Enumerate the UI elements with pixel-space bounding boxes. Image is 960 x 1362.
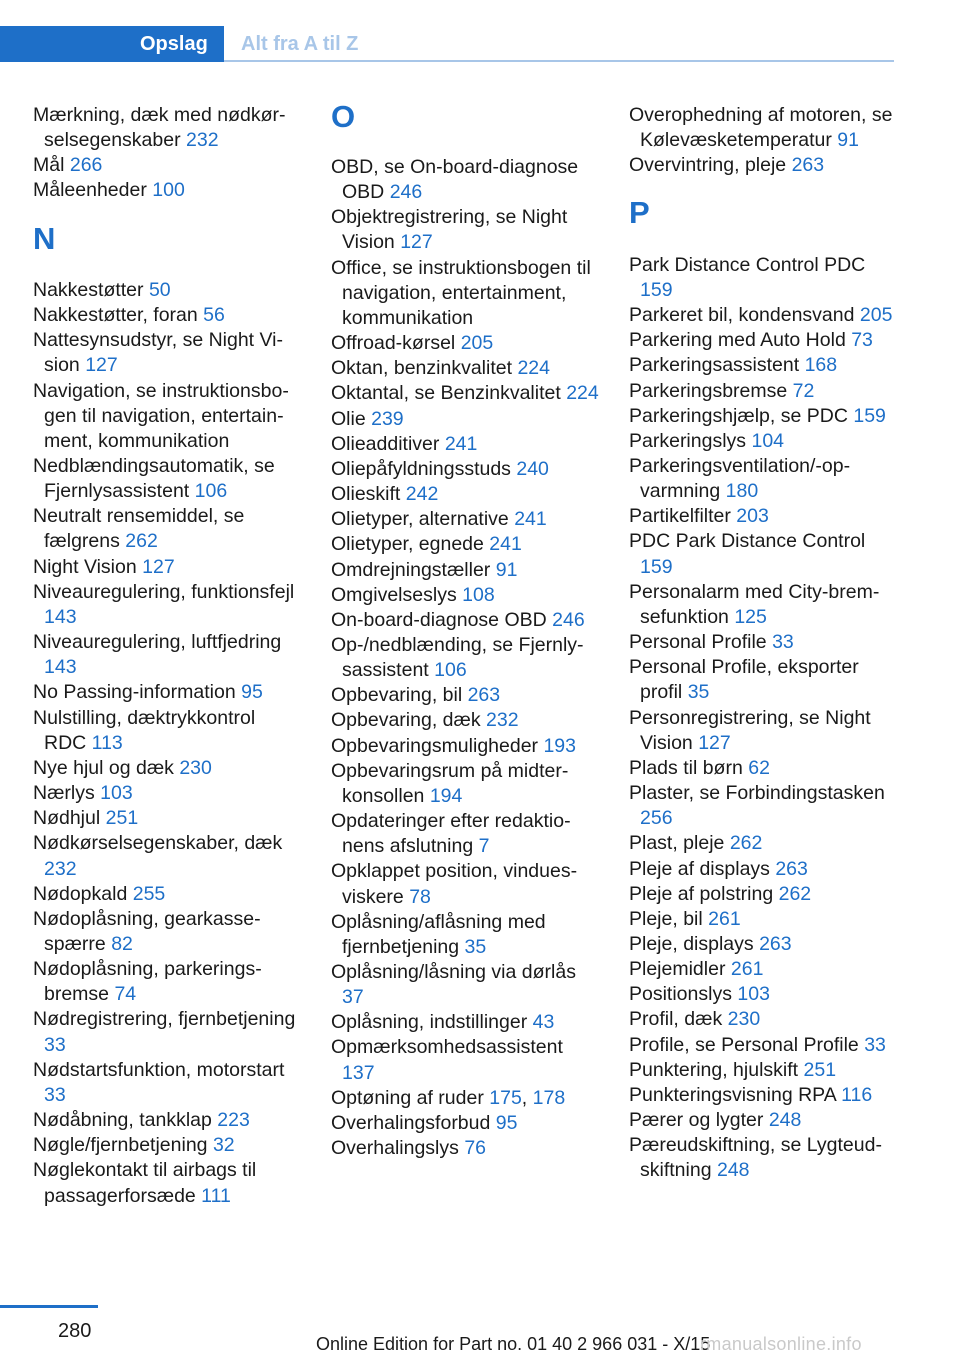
entry-term: Pleje, displays <box>629 932 760 955</box>
index-entry <box>33 1007 301 1057</box>
entry-term: Nødstartsfunktion, motorstart <box>33 1058 285 1081</box>
index-entry <box>629 982 897 1007</box>
page-reference-link[interactable]: 106 <box>434 659 467 682</box>
index-entry <box>331 734 599 759</box>
index-entry <box>629 580 897 630</box>
page-reference-link[interactable]: 111 <box>201 1184 231 1207</box>
index-entry <box>629 328 897 353</box>
page-reference-link[interactable]: 194 <box>429 784 463 807</box>
page-reference-link[interactable]: 180 <box>725 480 759 503</box>
index-entry <box>33 454 301 504</box>
page-reference-link[interactable]: 246 <box>552 608 585 631</box>
page-reference-link[interactable]: 263 <box>759 932 792 955</box>
entry-term: Plads til børn <box>629 756 749 779</box>
entry-term: Opbevaring, dæk <box>331 709 487 732</box>
entry-term: Parkeret bil, kondensvand <box>629 304 860 327</box>
entry-term: PDC Park Distance Control <box>629 530 866 553</box>
index-entry <box>331 407 599 432</box>
page-reference-link[interactable]: 62 <box>748 756 770 779</box>
index-entry <box>33 504 301 554</box>
entry-term: Niveauregulering, luftfjedring <box>33 631 282 654</box>
page-reference-link[interactable]: 262 <box>125 530 158 553</box>
page-reference-link[interactable]: 35 <box>687 681 710 704</box>
page-reference-link[interactable]: 82 <box>111 932 133 955</box>
entry-term: Nødåbning, tankklap <box>33 1109 218 1132</box>
entry-term: Park Distance Control PDC <box>629 253 866 276</box>
entry-term: Punktering, hjulskift <box>629 1058 804 1081</box>
page-reference-link[interactable]: 33 <box>864 1033 886 1056</box>
index-entry <box>629 1108 897 1133</box>
index-entry <box>331 507 599 532</box>
index-entry <box>33 379 301 454</box>
page-reference-link[interactable]: 224 <box>517 357 550 380</box>
index-entry <box>629 529 897 579</box>
index-entry <box>629 103 897 153</box>
entry-term: Nærlys <box>33 782 101 805</box>
page-reference-link[interactable]: 108 <box>462 583 495 606</box>
entry-term: Overvintring, pleje <box>629 154 792 177</box>
footer-rule <box>0 1305 98 1308</box>
index-entry <box>629 655 897 705</box>
entry-term: Nedblændingsautomatik, se Fjernlysassistent <box>33 455 275 503</box>
entry-term: Mål <box>33 154 70 177</box>
entry-term: Overophedning af motoren, se Kølevæsketemperatur <box>629 104 893 152</box>
index-entry <box>629 504 897 529</box>
page-reference-link[interactable]: 95 <box>241 681 263 704</box>
index-entry <box>629 1083 897 1108</box>
page-reference-link[interactable]: 241 <box>489 533 522 556</box>
entry-term: Omgivelseslys <box>331 583 463 606</box>
entry-term: No Passing-information <box>33 681 242 704</box>
index-entry <box>629 630 897 655</box>
index-entry <box>33 103 301 153</box>
section-letter: N <box>33 220 56 256</box>
index-entry <box>331 759 599 809</box>
index-entry: Optøning af ruder 175, 178 <box>331 1086 566 1109</box>
index-entry <box>629 253 897 303</box>
entry-term: Pleje, bil <box>629 907 709 930</box>
page-reference-link[interactable]: 261 <box>730 958 764 981</box>
entry-term: Night Vision <box>33 555 143 578</box>
entry-term: Olietyper, alternative <box>331 508 515 531</box>
page-reference-link[interactable]: 106 <box>194 480 228 503</box>
index-column-2 <box>331 99 599 1161</box>
index-entry <box>33 1133 301 1158</box>
entry-term: Nakkestøtter <box>33 278 149 301</box>
index-entry <box>33 580 301 630</box>
page-reference-link[interactable]: 193 <box>543 734 576 757</box>
page-reference-link[interactable]: 56 <box>203 304 225 327</box>
index-entry <box>33 706 301 756</box>
index-entry <box>331 1010 599 1035</box>
page-reference-link[interactable]: 263 <box>467 684 501 707</box>
page-reference-link[interactable]: 104 <box>751 429 785 452</box>
index-entry <box>331 960 599 1010</box>
tab-alt-fra-a-til-z[interactable]: Alt fra A til Z <box>241 33 359 55</box>
page-reference-link[interactable]: 33 <box>44 1033 66 1056</box>
index-entry <box>33 1058 301 1108</box>
index-entry <box>33 278 301 303</box>
index-entry <box>629 153 897 178</box>
entry-term: Nødoplåsning, gearkassespærre <box>33 907 261 955</box>
index-entry <box>331 381 599 406</box>
page-reference-link[interactable]: 91 <box>837 129 859 152</box>
page-reference-link[interactable]: 223 <box>217 1109 250 1132</box>
entry-term: Opmærksomhedsassistent <box>331 1036 563 1059</box>
entry-term: OBD, se On-board-diagnose OBD <box>331 156 579 204</box>
index-entry <box>331 331 599 356</box>
watermark: rmanualsonline.info <box>700 1334 862 1354</box>
index-entry <box>629 907 897 932</box>
index-entry <box>33 630 301 680</box>
index-entry <box>629 781 897 831</box>
entry-term: Pærer og lygter <box>629 1109 769 1132</box>
entry-term: Office, se instruktionsbogen til navigation, entertainment, kommunikation <box>331 256 591 329</box>
page-reference-link[interactable]: 205 <box>859 304 893 327</box>
page-reference-link[interactable]: 37 <box>342 986 364 1009</box>
page-reference-link[interactable]: 230 <box>727 1008 761 1031</box>
page-reference-link[interactable]: 32 <box>212 1134 235 1157</box>
entry-term: Niveauregulering, funktionsfejl <box>33 580 295 603</box>
entry-term: Parkering med Auto Hold <box>629 329 852 352</box>
page-reference-link[interactable]: 266 <box>69 154 103 177</box>
page-reference-link[interactable]: 263 <box>791 154 825 177</box>
entry-term: Partikelfilter <box>629 505 737 528</box>
entry-term: Nøglekontakt til airbags til passagerforsæde <box>33 1159 257 1207</box>
entry-term: Nøgle/fjernbetjening <box>33 1134 213 1157</box>
entry-term: Oktantal, se Benzinkvalitet <box>331 382 567 405</box>
entry-term: Pæreudskiftning, se Lygteudskiftning <box>629 1134 882 1182</box>
index-entry <box>331 910 599 960</box>
entry-term: Positionslys <box>629 983 738 1006</box>
page-reference-link[interactable]: 127 <box>142 555 175 578</box>
page-reference-link[interactable]: 255 <box>132 882 166 905</box>
entry-term: Olie <box>331 407 372 430</box>
entry-term: Overhalingslys <box>331 1137 465 1160</box>
index-entry <box>331 1035 599 1085</box>
index-entry <box>33 303 301 328</box>
index-entry <box>629 756 897 781</box>
entry-term: Neutralt rensemiddel, se fælgrens <box>33 505 245 553</box>
entry-term: Oplåsning, indstillinger <box>331 1011 533 1034</box>
index-entry <box>33 153 301 178</box>
page-reference-link[interactable]: 205 <box>460 332 494 355</box>
index-entry <box>33 756 301 781</box>
page-reference-link[interactable]: 232 <box>186 129 219 152</box>
index-entry <box>331 683 599 708</box>
entry-term: Parkeringsassistent <box>629 354 805 377</box>
page-reference-link[interactable]: 159 <box>640 278 673 301</box>
page-reference-link[interactable]: 262 <box>729 832 763 855</box>
entry-term: Parkeringslys <box>629 429 752 452</box>
entry-term: Omdrejningstæller <box>331 558 496 581</box>
page-reference-link[interactable]: 78 <box>409 885 431 908</box>
entry-term: Op-/nedblænding, se Fjernlysassistent <box>331 633 584 682</box>
page-reference-link[interactable]: 103 <box>737 983 770 1006</box>
entry-term: Opbevaring, bil <box>331 684 468 707</box>
entry-term: Personal Profile, eksporter profil <box>629 656 859 704</box>
edition-note: Online Edition for Part no. 01 40 2 966 031 - X/15 <box>316 1334 711 1354</box>
page-reference-link[interactable]: 7 <box>478 835 490 858</box>
page-reference-link[interactable]: 232 <box>486 709 519 732</box>
entry-term: Opdateringer efter redaktionens afslutning <box>331 810 571 858</box>
header-bar <box>0 0 960 62</box>
index-entry <box>331 583 599 608</box>
entry-term: Offroad-kørsel <box>331 332 461 355</box>
page-reference-link[interactable]: 43 <box>532 1011 555 1034</box>
entry-term: Parkeringsbremse <box>629 379 793 402</box>
entry-term: Overhalingsforbud <box>331 1111 496 1134</box>
page-reference-link[interactable]: 246 <box>389 181 423 204</box>
page-reference-link[interactable]: 241 <box>444 432 478 455</box>
entry-term: Nødhjul <box>33 807 106 830</box>
page-reference-link[interactable]: 91 <box>495 558 518 581</box>
entry-term: Personalarm med City-bremsefunktion <box>629 580 880 628</box>
page-reference-link[interactable]: 143 <box>44 656 77 679</box>
entry-term: Profile, se Personal Profile <box>629 1033 865 1056</box>
section-letter: P <box>629 195 650 231</box>
entry-term: Profil, dæk <box>629 1008 728 1031</box>
page-reference-link[interactable]: 74 <box>114 983 137 1006</box>
index-entry <box>33 555 301 580</box>
entry-term: Pleje af polstring <box>629 882 779 905</box>
index-entry <box>33 907 301 957</box>
index-entry <box>629 379 897 404</box>
index-entry <box>33 178 301 203</box>
page-reference-link[interactable]: 127 <box>400 231 433 254</box>
index-entry <box>331 205 599 255</box>
entry-term: Optøning af ruder <box>331 1086 490 1109</box>
index-entry <box>331 633 599 683</box>
index-entry <box>33 781 301 806</box>
entry-term: On-board-diagnose OBD <box>331 608 553 631</box>
page-reference-link[interactable]: 76 <box>464 1137 487 1160</box>
index-entry <box>33 328 301 378</box>
index-entry <box>629 404 897 429</box>
entry-term: Plaster, se Forbindingstasken <box>629 782 885 805</box>
page-reference-link[interactable]: 35 <box>464 935 487 958</box>
header-divider <box>224 60 894 62</box>
entry-term: Nødkørselsegenskaber, dæk <box>33 832 283 855</box>
page-reference-link[interactable]: 127 <box>698 731 731 754</box>
index-entry <box>629 882 897 907</box>
page-reference-link[interactable]: 241 <box>514 508 547 531</box>
page-reference-link[interactable]: 100 <box>152 179 185 202</box>
entry-term: Nakkestøtter, foran <box>33 304 204 327</box>
entry-term: Plast, pleje <box>629 832 730 855</box>
page-reference-link[interactable]: 33 <box>44 1083 66 1106</box>
page-reference-link[interactable]: 175 <box>489 1086 522 1109</box>
entry-term: Oliepåfyldningsstuds <box>331 457 517 480</box>
page-reference-link[interactable]: 248 <box>716 1159 750 1182</box>
page-reference-link[interactable]: 232 <box>44 857 77 880</box>
index-entry <box>331 608 599 633</box>
entry-term: Navigation, se instruktionsbogen til navigation, entertainment, kommunikation <box>33 379 289 452</box>
index-entry <box>629 429 897 454</box>
index-entry <box>33 1108 301 1133</box>
page-reference-link[interactable]: 240 <box>516 457 549 480</box>
page-reference-link[interactable]: 263 <box>775 857 808 880</box>
index-entry <box>629 957 897 982</box>
index-entry <box>331 482 599 507</box>
page-reference-link[interactable]: 262 <box>778 882 812 905</box>
page-reference-link[interactable]: 230 <box>179 756 212 779</box>
index-entry <box>331 809 599 859</box>
entry-term: Opklappet position, vinduesviskere <box>331 860 578 908</box>
index-entry <box>33 806 301 831</box>
page-reference-link[interactable]: 168 <box>804 354 838 377</box>
index-entry <box>331 256 599 331</box>
entry-term: Personregistrering, se Night Vision <box>629 706 871 754</box>
entry-term: Oplåsning/låsning via dørlås <box>331 961 576 983</box>
index-entry <box>331 558 599 583</box>
page-reference-link[interactable]: 103 <box>100 782 133 805</box>
index-entry <box>33 957 301 1007</box>
entry-term: Pleje af displays <box>629 857 776 880</box>
entry-term: Olieadditiver <box>331 432 445 455</box>
page-reference-link[interactable]: 242 <box>405 483 439 506</box>
page-reference-link[interactable]: 33 <box>772 631 794 654</box>
index-entry <box>629 1033 897 1058</box>
index-entry <box>629 353 897 378</box>
page-reference-link[interactable]: 159 <box>640 555 673 578</box>
index-entry <box>331 532 599 557</box>
entry-term: Parkeringshjælp, se PDC <box>629 404 854 427</box>
index-entry <box>331 155 599 205</box>
entry-term: Personal Profile <box>629 631 773 654</box>
section-letter: O <box>331 99 356 134</box>
index-entry <box>33 831 301 881</box>
entry-term: Punkteringsvisning RPA <box>629 1083 842 1106</box>
index-entry <box>331 432 599 457</box>
index-entry <box>331 356 599 381</box>
entry-term: Olietyper, egnede <box>331 533 490 556</box>
entry-term: Opbevaringsrum på midterkonsollen <box>331 759 569 807</box>
entry-term: Opbevaringsmuligheder <box>331 734 544 757</box>
entry-term: Nødopkald <box>33 882 133 905</box>
entry-term: Parkeringsventilation/-opvarmning <box>629 455 851 503</box>
index-entry <box>629 1133 897 1183</box>
index-entry <box>33 680 301 705</box>
index-entry <box>629 303 897 328</box>
index-entry <box>629 454 897 504</box>
page-reference-link[interactable]: 203 <box>736 505 769 528</box>
entry-term: Mærkning, dæk med nødkørselsegenskaber <box>33 104 286 152</box>
page-number: 280 <box>58 1320 92 1342</box>
page-reference-link[interactable]: 73 <box>851 329 873 352</box>
entry-term: Nattesynsudstyr, se Night Vision <box>33 329 284 377</box>
page-reference-link[interactable]: 159 <box>853 404 886 427</box>
page-reference-link[interactable]: 178 <box>532 1086 566 1109</box>
page-reference-link[interactable]: 248 <box>768 1109 802 1132</box>
entry-term: Nødoplåsning, parkeringsbremse <box>33 958 262 1006</box>
page-reference-link[interactable]: 50 <box>148 278 171 301</box>
index-entry <box>629 857 897 882</box>
page-reference-link[interactable]: 261 <box>708 907 741 930</box>
index-entry <box>33 1158 301 1208</box>
index-entry <box>331 859 599 909</box>
index-entry <box>331 708 599 733</box>
page-reference-link[interactable]: 143 <box>44 605 77 628</box>
page-reference-link[interactable]: 116 <box>841 1083 873 1106</box>
index-entry <box>331 1136 599 1161</box>
index-column-3 <box>629 103 897 1184</box>
index-entry <box>33 882 301 907</box>
tab-opslag[interactable]: Opslag <box>0 26 224 62</box>
entry-term: Nødregistrering, fjernbetjening <box>33 1008 296 1031</box>
page-reference-link[interactable]: 113 <box>91 731 123 754</box>
entry-term: Plejemidler <box>629 958 731 981</box>
page-reference-link[interactable]: 72 <box>792 379 815 402</box>
entry-term: Oplåsning/aflåsning med fjernbetjening <box>331 910 546 958</box>
index-entry <box>629 706 897 756</box>
index-entry <box>629 932 897 957</box>
entry-term: Nulstilling, dæktrykkontrol RDC <box>33 706 256 754</box>
page-reference-link[interactable]: 251 <box>803 1058 837 1081</box>
index-entry <box>331 1111 599 1136</box>
page-reference-link[interactable]: 251 <box>105 807 139 830</box>
entry-term: Måleenheder <box>33 179 153 202</box>
entry-term: Objektregistrering, se Night Vision <box>331 206 568 254</box>
index-entry <box>629 1007 897 1032</box>
page-reference-link[interactable]: 137 <box>342 1061 375 1084</box>
entry-term: Oktan, benzinkvalitet <box>331 357 518 380</box>
page-reference-link[interactable]: 256 <box>640 807 673 830</box>
index-column-1 <box>33 103 301 1209</box>
page-reference-link[interactable]: 127 <box>85 354 118 377</box>
entry-term: Olieskift <box>331 483 406 506</box>
page-reference-link[interactable]: 239 <box>371 407 404 430</box>
index-entry <box>629 831 897 856</box>
page-reference-link[interactable]: 95 <box>495 1111 518 1134</box>
page-reference-link[interactable]: 125 <box>734 605 767 628</box>
index-entry <box>629 1058 897 1083</box>
entry-term: Nye hjul og dæk <box>33 756 180 779</box>
index-entry <box>331 457 599 482</box>
page-reference-link[interactable]: 224 <box>566 382 599 405</box>
